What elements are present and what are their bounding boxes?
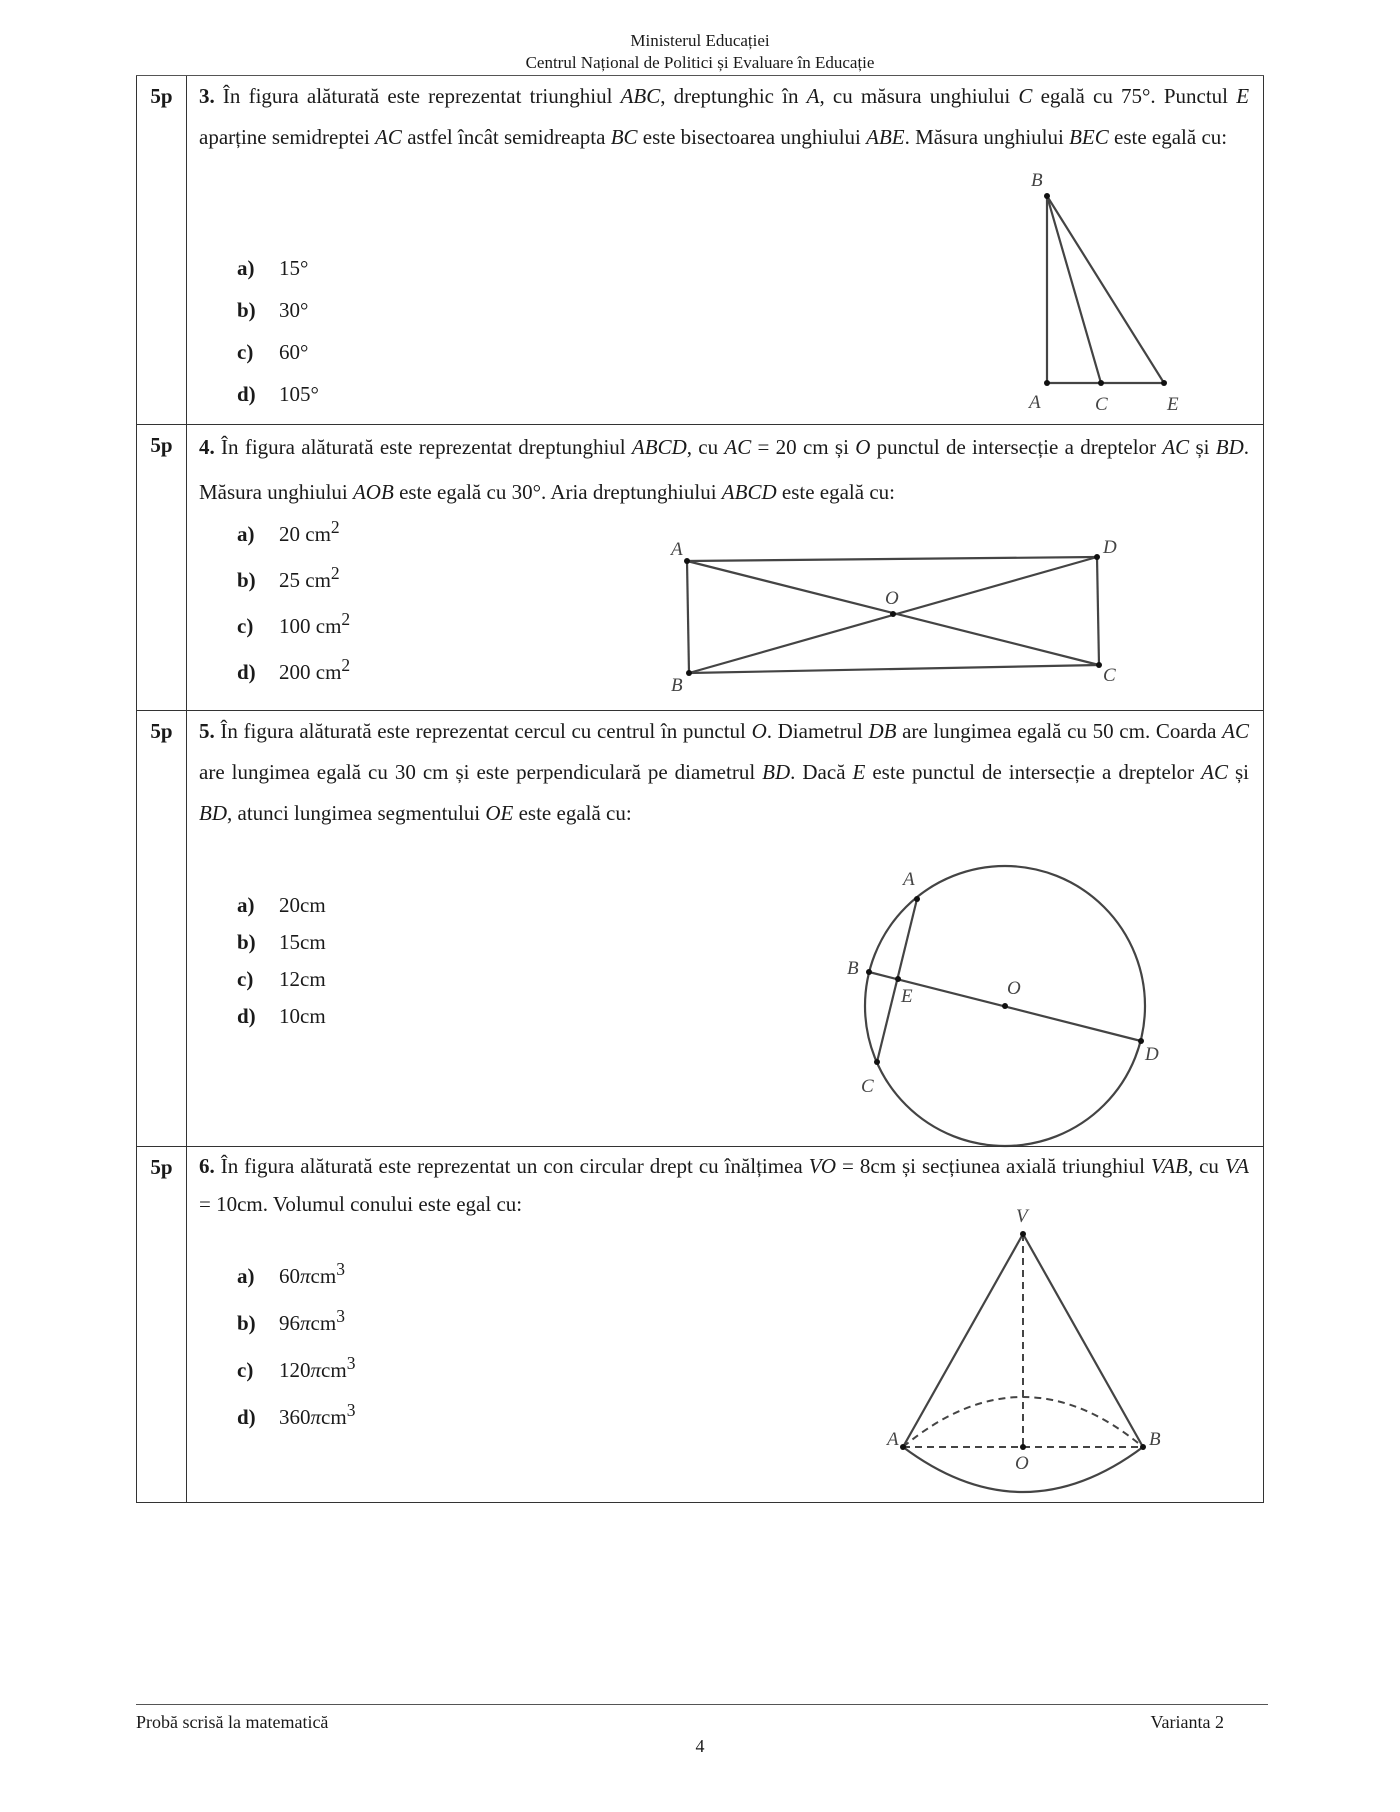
points-cell: 5p [137, 1147, 187, 1502]
footer-exam-title: Probă scrisă la matematică [136, 1712, 329, 1732]
segment-CB [689, 665, 1099, 673]
option-a[interactable]: a) 20cm [237, 893, 326, 917]
question-content [187, 711, 1263, 1146]
question-number: 3. [199, 84, 215, 108]
header-ministry: Ministerul Educației [630, 31, 770, 50]
points-cell: 5p [137, 425, 187, 710]
label-O: O [1007, 978, 1021, 999]
question-content [187, 76, 1263, 424]
question-content [187, 425, 1263, 710]
question-text: 5. În figura alăturată este reprezentat cercul cu centrul în punctul O. Diametrul DB are lungimea egală cu 50 cm. Coarda AC are lungimea egală cu 30 cm și este perpendiculară pe diametrul BD. Dacă E este punctul de intersecție a dreptelor AC și BD, atunci lungimea segmentului OE este egală cu: [199, 719, 1250, 825]
option-d[interactable]: d) 200 $cm^2$ [237, 655, 351, 684]
option-b[interactable]: b) 96πcm$^3$ [237, 1306, 345, 1335]
label-D: D [1145, 1044, 1159, 1065]
label-C: C [1095, 394, 1108, 415]
segment-BE [1047, 196, 1164, 383]
page-header [0, 30, 1400, 74]
segment-BC [1047, 196, 1101, 383]
question-number: 5. [199, 719, 215, 743]
option-c[interactable]: c) 12cm [237, 967, 326, 991]
label-B: B [1031, 170, 1043, 191]
point-B [1140, 1444, 1146, 1450]
point-E [895, 976, 901, 982]
label-B: B [671, 675, 683, 696]
point-O [1002, 1003, 1008, 1009]
option-b[interactable]: b) 30° [237, 298, 309, 322]
option-d[interactable]: d) 10cm [237, 1004, 326, 1028]
circle-figure [827, 866, 1167, 1146]
point-B [866, 969, 872, 975]
option-d[interactable]: d) 360πcm$^3$ [237, 1400, 356, 1429]
option-a[interactable]: a) 20 $cm^2$ [237, 517, 340, 546]
questions-table [136, 76, 1264, 1503]
point-D [1138, 1038, 1144, 1044]
question-number: 6. [199, 1154, 215, 1178]
label-A: A [887, 1429, 899, 1450]
question-text: 6. În figura alăturată este reprezentat un con circular drept cu înălțimea VO = 8cm și secțiunea axială triunghiul VAB, cu VA = 10cm. Volumul conului este egal cu: [199, 1154, 1250, 1216]
point-A [1044, 380, 1050, 386]
label-A: A [903, 869, 915, 890]
triangle-figure [1007, 172, 1227, 422]
point-E [1161, 380, 1167, 386]
point-A [684, 558, 690, 564]
label-B: B [847, 958, 859, 979]
points-cell: 5p [137, 76, 187, 424]
footer-rule [136, 1704, 1268, 1705]
question-content [187, 1147, 1263, 1502]
footer-variant: Varianta 2 [1150, 1712, 1224, 1732]
option-c[interactable]: c) 120πcm$^3$ [237, 1353, 356, 1382]
question-row-4 [137, 424, 1263, 710]
header-center: Centrul Național de Politici și Evaluare în Educație [525, 53, 875, 72]
option-a[interactable]: a) 15° [237, 256, 309, 280]
cone-figure [887, 1207, 1207, 1477]
point-C [1098, 380, 1104, 386]
label-D: D [1103, 537, 1117, 558]
option-c[interactable]: c) 100 $cm^2$ [237, 609, 351, 638]
point-A [914, 896, 920, 902]
segment-BA [687, 561, 689, 673]
label-V: V [1016, 1206, 1028, 1227]
label-A: A [671, 539, 683, 560]
label-O: O [1015, 1453, 1029, 1474]
point-C [874, 1059, 880, 1065]
label-E: E [901, 986, 913, 1007]
question-number: 4. [199, 435, 215, 459]
segment-DC [1097, 557, 1099, 665]
option-d[interactable]: d) 105° [237, 382, 319, 406]
label-C: C [861, 1076, 874, 1097]
label-E: E [1167, 394, 1179, 415]
label-O: O [885, 588, 899, 609]
slant-VA [903, 1234, 1023, 1447]
question-text: 4. În figura alăturată este reprezentat dreptunghiul ABCD, cu AC = 20 cm și O punctul de intersecție a dreptelor AC și BD. Măsura unghiului AOB este egală cu 30°. Aria dreptunghiului ABCD este egală cu: [199, 435, 1250, 504]
rectangle-figure [667, 525, 1187, 705]
option-a[interactable]: a) 60πcm$^3$ [237, 1259, 345, 1288]
question-text: 3. În figura alăturată este reprezentat triunghiul ABC, dreptunghic în A, cu măsura unghiului C egală cu 75°. Punctul E aparține semidreptei AC astfel încât semidreapta BC este bisectoarea unghiului ABE. Măsura unghiului BEC este egală cu: [199, 84, 1250, 149]
slant-VB [1023, 1234, 1143, 1447]
point-O [890, 611, 896, 617]
option-b[interactable]: b) 25 $cm^2$ [237, 563, 340, 592]
point-B [1044, 193, 1050, 199]
page-number: 4 [695, 1736, 705, 1756]
point-C [1096, 662, 1102, 668]
label-A: A [1029, 392, 1041, 413]
segment-AD [687, 557, 1097, 561]
point-O [1020, 1444, 1026, 1450]
option-b[interactable]: b) 15cm [237, 930, 326, 954]
point-A [900, 1444, 906, 1450]
point-V [1020, 1231, 1026, 1237]
point-D [1094, 554, 1100, 560]
point-B [686, 670, 692, 676]
label-C: C [1103, 665, 1116, 686]
option-c[interactable]: c) 60° [237, 340, 309, 364]
question-row-5 [137, 710, 1263, 1146]
points-cell: 5p [137, 711, 187, 1146]
label-B: B [1149, 1429, 1161, 1450]
question-row-6 [137, 1146, 1263, 1502]
question-row-3 [137, 76, 1263, 424]
